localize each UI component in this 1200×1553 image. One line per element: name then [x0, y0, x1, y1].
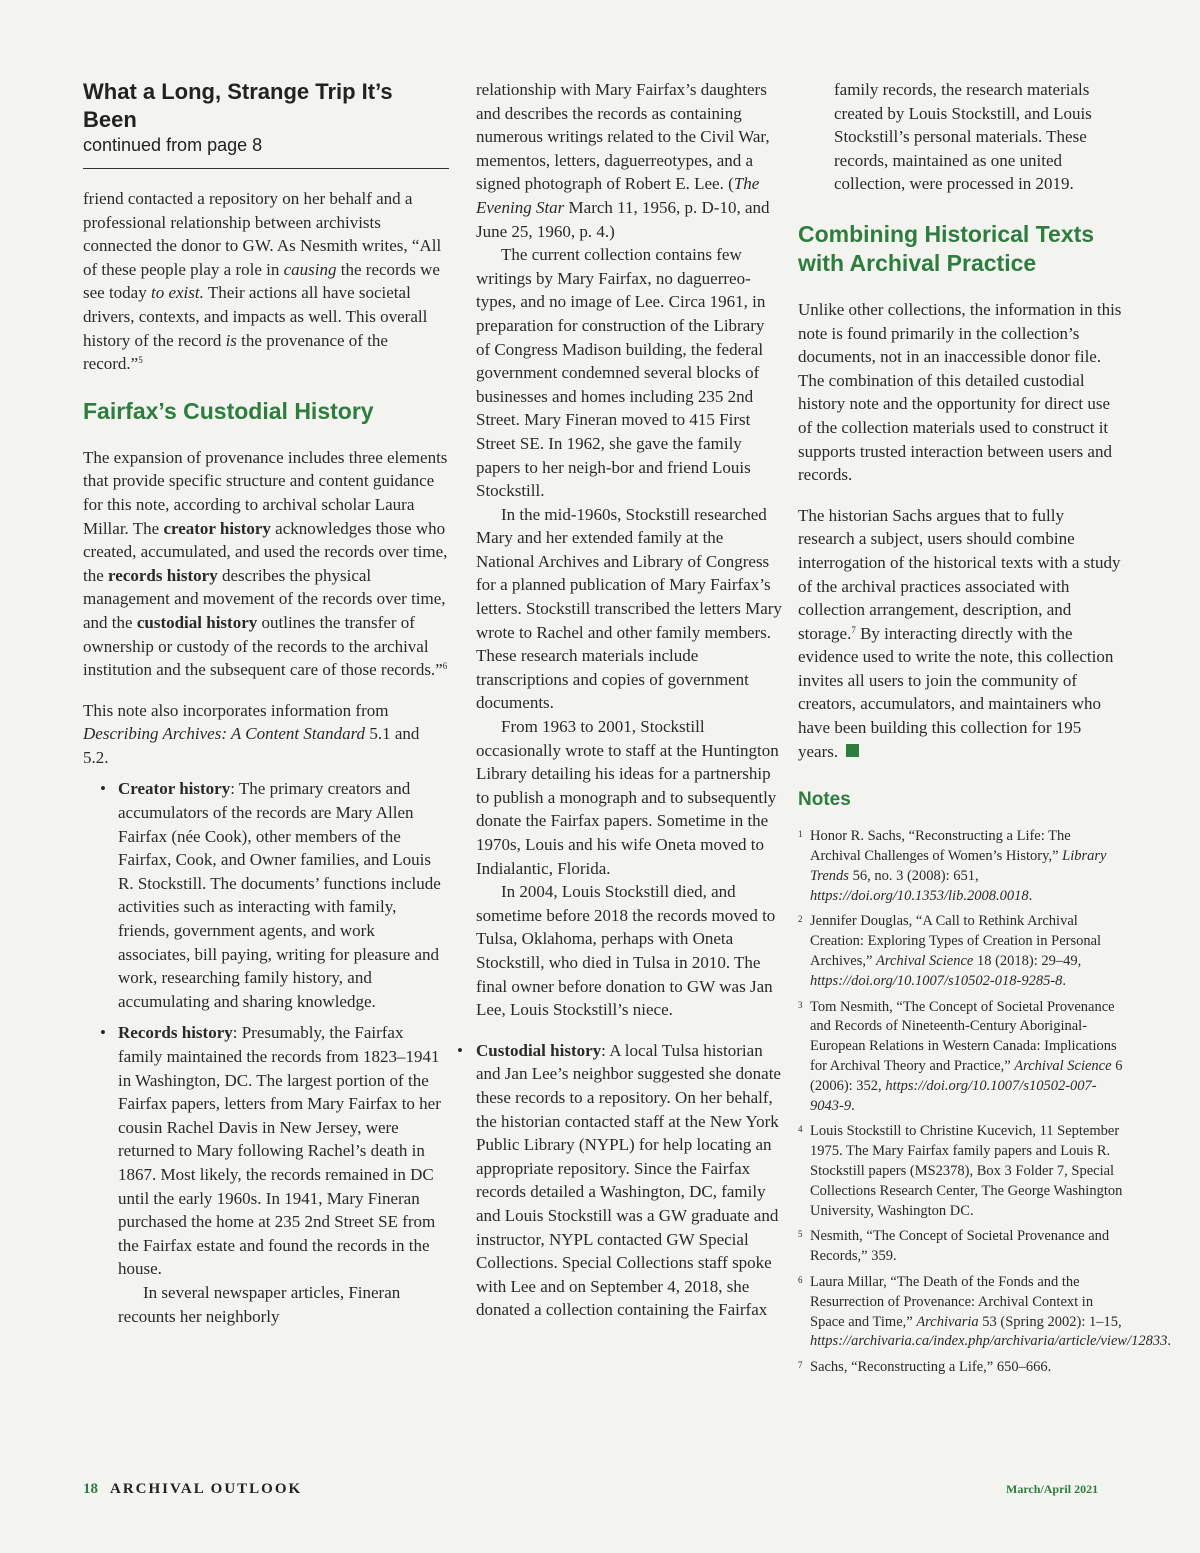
note-number: 5	[798, 1229, 803, 1240]
list-item-creator-history: • Creator history: The primary creators and accumulators of the records are Mary Allen Fairfax (née Cook), other members of the Fairfax, Cook, and Owner families, and Louis R. Stockstill. The documents’ functions include activities such as interacting with family, friends, government agents, and work associates, bill paying, writing for pleasure and work, researching family history, and accumulating and sharing knowledge.	[100, 779, 441, 1011]
note-number: 4	[798, 1124, 803, 1135]
publication-name: ARCHIVAL OUTLOOK	[110, 1481, 303, 1497]
column-2	[457, 78, 782, 1322]
section-title-custodial-history: Fairfax’s Custodial History	[83, 397, 374, 424]
note-item: 1 Honor R. Sachs, “Reconstructing a Life: The Archival Challenges of Women’s History,” Library Trends 56, no. 3 (2008): 651, https://doi.org/10.1353/lib.2008.0018.	[798, 827, 1124, 906]
note-number: 3	[798, 999, 803, 1010]
col2-paragraph-5: In 2004, Louis Stockstill died, and sometime before 2018 the records moved to Tulsa, Oklahoma, perhaps with Oneta Stockstill, who died in Tulsa in 2010. The final owner before donation to GW was Jan Lee, Louis Stockstill’s niece.	[476, 882, 776, 1020]
note-item: 3 Tom Nesmith, “The Concept of Societal Provenance and Records of Nineteenth-Century Aboriginal-European Relations in Western Canada: Implications for Archival Theory and Practice,” Archival Science 6 (2006): 352, https://doi.org/10.1007/s10502-007-9043-9.	[798, 998, 1124, 1117]
end-of-article-icon	[846, 744, 859, 757]
notes-list	[798, 827, 1171, 1378]
note-number: 7	[798, 1360, 803, 1371]
column-3	[798, 78, 1171, 1384]
col1-paragraph-3: This note also incorporates information from Describing Archives: A Content Standard 5.1 and 5.2.	[83, 700, 420, 767]
col3-paragraph-2: Unlike other collections, the information in this note is found primarily in the collection’s documents, not in an inaccessible donor file. The combination of this detailed custodial history note and the opportunity for direct use of the collection materials used to construct it supports trusted interaction between users and records.	[798, 299, 1122, 485]
col1-paragraph-2: The expansion of provenance includes three elements that provide specific structure and content guidance for this note, according to archival scholar Laura Millar. The creator history acknowledges those who created, accumulated, and used the records over time, the records history describes the physical management and movement of the records over time, and the custodial history outlines the transfer of ownership or custody of the records to the archival institution and the subsequent care of those records.”$^6$	[83, 447, 448, 680]
note-number: 1	[798, 829, 803, 840]
col3-paragraph-1: family records, the research materials created by Louis Stockstill, and Louis Stockstill’s personal materials. These records, maintained as one united collection, were processed in 2019.	[834, 80, 1092, 194]
notes-title: Notes	[798, 789, 851, 811]
column-1	[83, 78, 449, 1328]
list-item-records-history: • Records history: Presumably, the Fairfax family maintained the records from 1823–1941 in Washington, DC. The largest portion of the Fairfax papers, letters from Mary Fairfax to her cousin Rachel Davis in New Jersey, were returned to Mary following Rachel’s death in 1867. Most likely, the records remained in DC until the early 1960s. In 1941, Mary Fineran purchased the home at 235 2nd Street SE from the Fairfax estate and found the records in the house.	[100, 1023, 441, 1279]
bullet-icon: •	[100, 1023, 106, 1043]
list-item-records-history-continued: In several newspaper articles, Fineran recounts her neighborly	[118, 1282, 401, 1326]
col2-paragraph-4: From 1963 to 2001, Stockstill occasionally wrote to staff at the Huntington Library detailing his ideas for a partnership to publish a monograph and to subsequently donate the Fairfax papers. Sometime in the 1970s, Louis and his wife Oneta moved to Indialantic, Florida.	[476, 717, 779, 878]
col2-paragraph-2: The current collection contains few writings by Mary Fairfax, no daguerreo-types, and no image of Lee. Circa 1961, in preparation for construction of the Library of Congress Madison building, the federal government condemned several blocks of businesses and homes including 235 2nd Street. Mary Fineran moved to 415 First Street SE. In 1962, she gave the family papers to her neigh-bor and friend Louis Stockstill.	[476, 245, 766, 501]
article-subtitle: continued from page 8	[83, 135, 263, 155]
note-item: 6 Laura Millar, “The Death of the Fonds and the Resurrection of Provenance: Archival Context in Space and Time,” Archivaria 53 (Spring 2002): 1–15, https://archivaria.ca/index.php/archivaria/article/view/12833.	[798, 1273, 1124, 1352]
col1-paragraph-1: friend contacted a repository on her behalf and a professional relationship between archivists connected the donor to GW. As Nesmith writes, “All of these people play a role in causing the records we see today to exist. Their actions all have societal drivers, contexts, and impacts as well. This overall history of the record is the provenance of the record.”$^5$	[83, 189, 442, 374]
note-item: 2 Jennifer Douglas, “A Call to Rethink Archival Creation: Exploring Types of Creation in Personal Archives,” Archival Science 18 (2018): 29–49, https://doi.org/10.1007/s10502-018-9285-8.	[798, 912, 1124, 991]
issue-date: March/April 2021	[1006, 1482, 1099, 1496]
article-title: What a Long, Strange Trip It’s Been	[83, 79, 393, 132]
bullet-icon: •	[457, 1040, 463, 1060]
page-number: 18	[83, 1481, 98, 1497]
footer-publication	[83, 1481, 302, 1498]
header-divider	[83, 168, 449, 169]
note-item: 7 Sachs, “Reconstructing a Life,” 650–666.	[798, 1358, 1124, 1378]
bullet-icon: •	[100, 779, 106, 799]
note-item: 5 Nesmith, “The Concept of Societal Provenance and Records,” 359.	[798, 1227, 1124, 1267]
col2-paragraph-1: relationship with Mary Fairfax’s daughters and describes the records as containing numerous writings related to the Civil War, mementos, letters, daguerreotypes, and a signed photograph of Robert E. Lee. (The Evening Star March 11, 1956, p. D-10, and June 25, 1960, p. 4.)	[476, 80, 770, 241]
note-item: 4 Louis Stockstill to Christine Kucevich, 11 September 1975. The Mary Fairfax family papers and Louis R. Stockstill papers (MS2378), Box 3 Folder 7, Special Collections Research Center, The George Washington University, Washington DC.	[798, 1122, 1124, 1221]
note-number: 6	[798, 1274, 803, 1285]
col2-paragraph-3: In the mid-1960s, Stockstill researched Mary and her extended family at the National Archives and Library of Congress for a planned publication of Mary Fairfax’s letters. Stockstill transcribed the letters Mary wrote to Rachel and other family members. These research materials include transcriptions and copies of government documents.	[476, 504, 782, 713]
col3-paragraph-3: The historian Sachs argues that to fully research a subject, users should combine interrogation of the historical texts with a study of the archival practices associated with collection arrangement, description, and storage.$^7$ By interacting directly with the evidence used to write the note, this collection invites all users to join the community of creators, accumulators, and maintainers who have been building this collection for 195 years.	[798, 505, 1121, 761]
note-number: 2	[798, 914, 803, 925]
provenance-list	[83, 777, 449, 1328]
list-item-custodial-history: • Custodial history: A local Tulsa historian and Jan Lee’s neighbor suggested she donate these records to a repository. On her behalf, the historian contacted staff at the New York Public Library (NYPL) for help locating an appropriate repository. Since the Fairfax records detailed a Washington, DC, family and Louis Stockstill was a GW graduate and instructor, NYPL contacted GW Special Collections. Special Collections staff spoke with Lee and on September 4, 2018, she donated a collection containing the Fairfax	[457, 1040, 781, 1320]
section-title-combining-texts: Combining Historical Texts with Archival Practice	[798, 220, 1095, 276]
